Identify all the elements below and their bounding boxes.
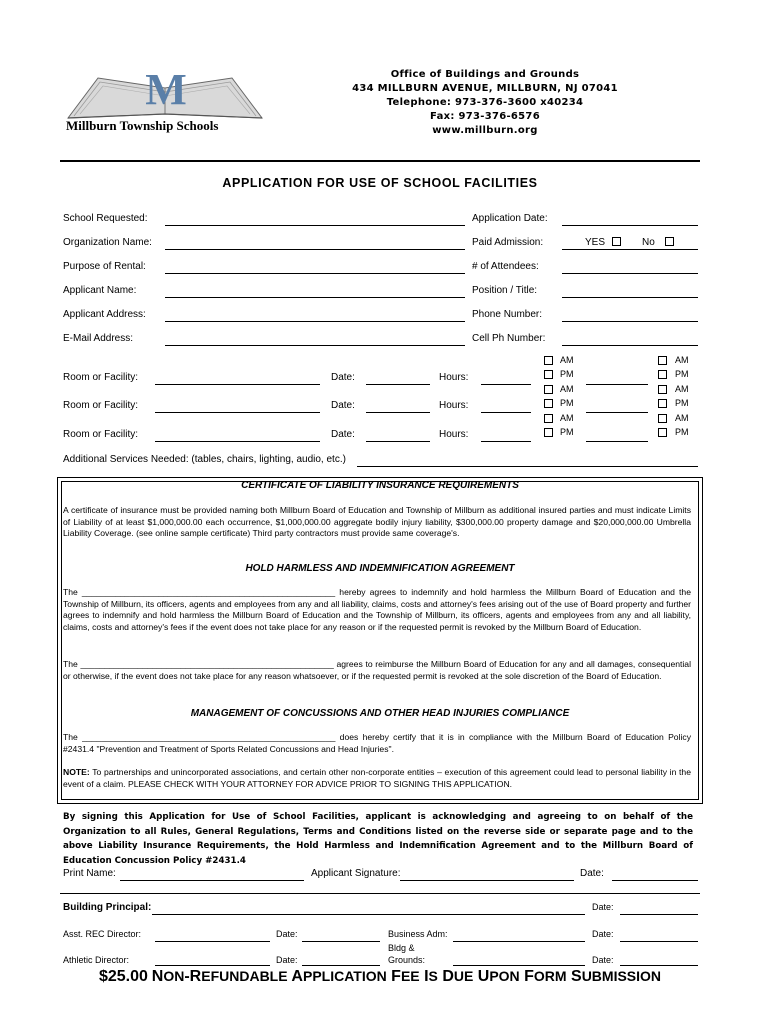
pm-checkbox-start-3[interactable] (544, 428, 553, 437)
applicant-signature-label: Applicant Signature: (311, 868, 401, 879)
logo-org-name: Millburn Township Schools (66, 118, 219, 133)
fee-text-part: -R (184, 968, 202, 985)
date-label: Date: (580, 868, 604, 879)
fee-text-part: EFUNDABLE (201, 968, 288, 984)
certificate-heading: CERTIFICATE OF LIABILITY INSURANCE REQUIREMENTS (241, 480, 519, 491)
additional-services-label: Additional Services Needed: (tables, chairs, lighting, audio, etc.) (63, 454, 346, 465)
office-fax: Fax: 973-376-6576 (430, 111, 540, 122)
room-field-3[interactable] (155, 441, 320, 442)
yes-label: YES (585, 237, 606, 248)
school-requested-label: School Requested: (63, 213, 148, 224)
room-hours-end-3[interactable] (586, 441, 648, 442)
fee-text-part: ON (163, 968, 185, 984)
concussion-para: The _____________________________________________________ does hereby certify that it is in compliance with the Millburn Board of Education Policy #2431.4 "Prevention and Treatment of Sports Related Concussions and Head Injuries". (63, 732, 691, 754)
hold-harmless-para-1: The _____________________________________________________ hereby agrees to indemnify and hold harmless the Millburn Board of Education and the Township of Millburn, its officers, agents and employees from any and all liability, claims, costs and attorney's fees arising out of the use of Board property and further agrees to indemnify and hold harmless the Millburn Board of Education and the Township of Millburn, its officers, agents and employees from any and all liability, claims, costs and attorney's fees if the event does not take place for any reason or if the requested permit is revoked by the Millburn Board of Education. (63, 587, 691, 632)
pm-checkbox-end-1[interactable] (658, 370, 667, 379)
athletic-director-label: Athletic Director: (63, 955, 130, 965)
fee-text-part: EE (400, 968, 420, 984)
print-name-field[interactable] (120, 880, 304, 881)
room-label: Room or Facility: (63, 400, 139, 411)
pm-checkbox-start-2[interactable] (544, 399, 553, 408)
bldg-grounds-label-1: Bldg & (388, 943, 415, 953)
pm-label: PM (560, 427, 574, 437)
fee-notice (60, 968, 700, 986)
phone-label: Phone Number: (472, 309, 543, 320)
athletic-director-field[interactable] (155, 965, 270, 966)
district-logo (60, 66, 270, 138)
am-checkbox-end-3[interactable] (658, 414, 667, 423)
paid-admission-underline (562, 249, 698, 250)
room-hours-start-3[interactable] (481, 441, 531, 442)
am-checkbox-end-2[interactable] (658, 385, 667, 394)
room-hours-label: Hours: (439, 429, 469, 440)
fee-text-part: I (419, 968, 429, 985)
building-principal-label: Building Principal: (63, 902, 152, 913)
fee-text-part: N (151, 968, 164, 985)
asst-rec-date-field[interactable] (302, 941, 380, 942)
asst-rec-director-label: Asst. REC Director: (63, 929, 142, 939)
form-title: APPLICATION FOR USE OF SCHOOL FACILITIES (222, 176, 538, 190)
pm-label: PM (675, 369, 689, 379)
concussion-heading: MANAGEMENT OF CONCUSSIONS AND OTHER HEAD INJURIES COMPLIANCE (190, 708, 570, 719)
office-header (330, 68, 640, 138)
room-date-label: Date: (331, 429, 355, 440)
purpose-field[interactable] (165, 273, 465, 274)
room-field-2[interactable] (155, 412, 320, 413)
am-label: AM (560, 384, 574, 394)
application-date-field[interactable] (562, 225, 698, 226)
position-field[interactable] (562, 297, 698, 298)
room-date-field-1[interactable] (366, 384, 430, 385)
pm-checkbox-end-2[interactable] (658, 399, 667, 408)
organization-name-field[interactable] (165, 249, 465, 250)
am-checkbox-start-2[interactable] (544, 385, 553, 394)
fee-text-part: F (519, 968, 534, 985)
am-checkbox-start-1[interactable] (544, 356, 553, 365)
organization-name-label: Organization Name: (63, 237, 152, 248)
attendees-label: # of Attendees: (472, 261, 539, 272)
pm-checkbox-end-3[interactable] (658, 428, 667, 437)
attendees-field[interactable] (562, 273, 698, 274)
office-telephone: Telephone: 973-376-3600 x40234 (386, 97, 584, 108)
fee-text-part: A (287, 968, 303, 985)
hold-harmless-heading: HOLD HARMLESS AND INDEMNIFICATION AGREEMENT (245, 563, 515, 574)
asst-rec-director-field[interactable] (155, 941, 270, 942)
am-label: AM (560, 413, 574, 423)
signing-statement: By signing this Application for Use of School Facilities, applicant is acknowledging and agreeing to on behalf of the Organization to all Rules, General Regulations, Terms and Conditions listed on the reverse side or separate page and to the above Liability Insurance Requirements, the Hold Harmless and Indemnification Agreement and to the Millburn Board of Education Concussion Policy #2431.4 (63, 812, 693, 866)
certificate-text: A certificate of insurance must be provided naming both Millburn Board of Education and Township of Millburn as additional insured parties and must indicate Limits of Liability of at least $1,000,000.00 each occurrence, $1,000,000.00 aggregate bodily injury liability, $300,000.00 property damage and $20,000,000.00 Umbrella Liability Coverage. (see online sample certificate) Third party contractors must provide same coverage's. (63, 505, 691, 538)
building-principal-field[interactable] (152, 914, 585, 915)
am-label: AM (675, 384, 689, 394)
cell-label: Cell Ph Number: (472, 333, 546, 344)
pm-label: PM (675, 427, 689, 437)
no-label: No (642, 237, 655, 248)
no-checkbox[interactable] (665, 237, 674, 246)
room-date-field-3[interactable] (366, 441, 430, 442)
room-date-label: Date: (331, 400, 355, 411)
room-hours-start-2[interactable] (481, 412, 531, 413)
fee-text-part: PON (489, 968, 520, 984)
position-label: Position / Title: (472, 285, 538, 296)
am-label: AM (675, 355, 689, 365)
fee-text-part: F (386, 968, 401, 985)
room-hours-label: Hours: (439, 372, 469, 383)
room-date-label: Date: (331, 372, 355, 383)
office-website: www.millburn.org (432, 125, 538, 136)
note-text: To partnerships and unincorporated associations, and certain other non-corporate entities – execution of this agreement could lead to personal liability in the event of a claim. PLEASE CHECK WITH YOUR ATTORNEY FOR ADVICE PRIOR TO SIGNING THIS APPLICATION. (63, 767, 691, 789)
room-hours-end-1[interactable] (586, 384, 648, 385)
applicant-name-field[interactable] (165, 297, 465, 298)
office-name: Office of Buildings and Grounds (390, 69, 580, 80)
fee-text-part: S (566, 968, 582, 985)
am-label: AM (560, 355, 574, 365)
fee-amount: $25.00 (98, 968, 148, 985)
header-divider (60, 160, 700, 162)
application-date-label: Application Date: (472, 213, 548, 224)
business-adm-field[interactable] (453, 941, 585, 942)
building-principal-date-label: Date: (592, 902, 614, 912)
am-label: AM (675, 413, 689, 423)
bldg-grounds-date-label: Date: (592, 955, 614, 965)
email-label: E-Mail Address: (63, 333, 134, 344)
note-para (63, 767, 691, 790)
fee-text-part: U (473, 968, 490, 985)
school-requested-field[interactable] (165, 225, 465, 226)
business-adm-date-field[interactable] (620, 941, 698, 942)
email-field[interactable] (165, 345, 465, 346)
purpose-label: Purpose of Rental: (63, 261, 146, 272)
am-checkbox-start-3[interactable] (544, 414, 553, 423)
date-field[interactable] (612, 880, 698, 881)
fee-text-part: UE (453, 968, 474, 984)
applicant-name-label: Applicant Name: (63, 285, 137, 296)
hold-harmless-para-2: The _____________________________________________________ agrees to reimburse the Millburn Board of Education for any and all damages, consequential or otherwise, if the event does not take place for any reason whatsoever, or if the requested permit is revoked at the sole discretion of the Board of Education. (63, 659, 691, 681)
bldg-grounds-date-field[interactable] (620, 965, 698, 966)
bldg-grounds-field[interactable] (453, 965, 585, 966)
room-label: Room or Facility: (63, 372, 139, 383)
office-address: 434 MILLBURN AVENUE, MILLBURN, NJ 07041 (352, 83, 618, 94)
room-label: Room or Facility: (63, 429, 139, 440)
fee-text-part: S (428, 968, 438, 984)
business-adm-label: Business Adm: (388, 929, 448, 939)
fee-text-part: D (437, 968, 454, 985)
room-hours-start-1[interactable] (481, 384, 531, 385)
pm-checkbox-start-1[interactable] (544, 370, 553, 379)
signature-divider (60, 893, 700, 894)
applicant-signature-field[interactable] (400, 880, 574, 881)
athletic-date-label: Date: (276, 955, 298, 965)
room-hours-end-2[interactable] (586, 412, 648, 413)
room-hours-label: Hours: (439, 400, 469, 411)
applicant-address-label: Applicant Address: (63, 309, 146, 320)
yes-checkbox[interactable] (612, 237, 621, 246)
asst-rec-date-label: Date: (276, 929, 298, 939)
room-field-1[interactable] (155, 384, 320, 385)
pm-label: PM (675, 398, 689, 408)
logo-letter: M (145, 65, 187, 114)
fee-text-part: UBMISSION (581, 968, 662, 984)
note-label: NOTE: (63, 767, 90, 777)
cell-field[interactable] (562, 345, 698, 346)
room-date-field-2[interactable] (366, 412, 430, 413)
paid-admission-label: Paid Admission: (472, 237, 544, 248)
fee-text-part: ORM (533, 968, 567, 984)
applicant-address-field[interactable] (165, 321, 465, 322)
fee-text-part: PPLICATION (302, 968, 387, 984)
bldg-grounds-label-2: Grounds: (388, 955, 426, 965)
pm-label: PM (560, 398, 574, 408)
additional-services-field[interactable] (357, 466, 698, 467)
am-checkbox-end-1[interactable] (658, 356, 667, 365)
phone-field[interactable] (562, 321, 698, 322)
print-name-label: Print Name: (63, 868, 116, 879)
building-principal-date-field[interactable] (620, 914, 698, 915)
athletic-date-field[interactable] (302, 965, 380, 966)
business-adm-date-label: Date: (592, 929, 614, 939)
pm-label: PM (560, 369, 574, 379)
